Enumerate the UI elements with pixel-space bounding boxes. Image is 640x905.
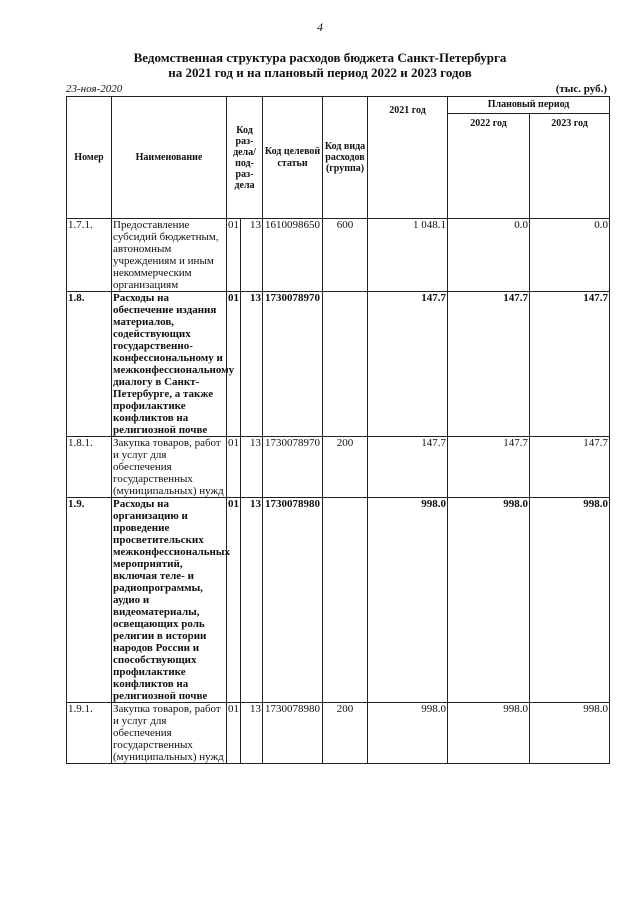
header-section: Код раз-дела/ под-раз-дела xyxy=(227,97,263,219)
header-number: Номер xyxy=(67,97,112,219)
header-name: Наименование xyxy=(112,97,227,219)
units-label: (тыс. руб.) xyxy=(555,83,607,95)
row-vr: 200 xyxy=(323,437,368,498)
row-csr: 1730078980 xyxy=(263,498,323,703)
row-section: 01 xyxy=(227,703,241,764)
header-2021: 2021 год xyxy=(368,97,448,219)
row-2022: 147.7 xyxy=(448,292,530,437)
row-section: 01 xyxy=(227,219,241,292)
row-name: Расходы на обеспечение издания материалов, содействующих государственно-конфессиональному и межконфессиональному диалогу в Санкт-Петербурге, а также профилактике конфликтов на религиозной почве xyxy=(113,292,235,436)
row-2021: 998.0 xyxy=(368,498,448,703)
row-2021: 147.7 xyxy=(368,292,448,437)
header-vr: Код вида расходов (группа) xyxy=(323,97,368,219)
row-2022: 998.0 xyxy=(448,703,530,764)
header-planned-period: Плановый период xyxy=(448,97,610,114)
row-csr: 1730078980 xyxy=(263,703,323,764)
row-name: Расходы на организацию и проведение просветительских межконфессиональных мероприятий, включая теле- и радиопрограммы, аудио и видеоматериалы, освещающих роль религии в истории народов России и способствующих профилактике конфликтов на религиозной почве xyxy=(113,498,230,702)
row-vr: 600 xyxy=(323,219,368,292)
row-name: Закупка товаров, работ и услуг для обеспечения государственных (муниципальных) нужд xyxy=(112,703,227,764)
row-section: 01 xyxy=(227,498,241,703)
budget-table xyxy=(66,96,610,764)
row-subsection: 13 xyxy=(241,219,263,292)
row-number: 1.9. xyxy=(67,498,112,703)
row-2021: 1 048.1 xyxy=(368,219,448,292)
row-section: 01 xyxy=(227,437,241,498)
row-2023: 998.0 xyxy=(530,498,610,703)
row-number: 1.9.1. xyxy=(67,703,112,764)
page-number: 4 xyxy=(317,20,323,34)
header-2022: 2022 год xyxy=(448,114,530,219)
title-line-1: Ведомственная структура расходов бюджета Санкт-Петербурга xyxy=(133,50,507,65)
row-2023: 0.0 xyxy=(530,219,610,292)
table-row xyxy=(67,292,610,437)
row-csr: 1730078970 xyxy=(263,292,323,437)
row-vr xyxy=(323,498,368,703)
header-2023: 2023 год xyxy=(530,114,610,219)
table-row xyxy=(67,219,610,292)
row-name: Закупка товаров, работ и услуг для обеспечения государственных (муниципальных) нужд xyxy=(112,437,227,498)
header-csr: Код целевой статьи xyxy=(263,97,323,219)
title-line-2: на 2021 год и на плановый период 2022 и 2023 годов xyxy=(168,65,472,80)
row-number: 1.8.1. xyxy=(67,437,112,498)
row-vr: 200 xyxy=(323,703,368,764)
row-name: Предоставление субсидий бюджетным, автономным учреждениям и иным некоммерческим организациям xyxy=(112,219,227,292)
row-2023: 147.7 xyxy=(530,292,610,437)
row-vr xyxy=(323,292,368,437)
row-2022: 998.0 xyxy=(448,498,530,703)
row-section: 01 xyxy=(227,292,241,437)
table-row xyxy=(67,703,610,764)
document-title xyxy=(0,50,640,80)
row-2022: 147.7 xyxy=(448,437,530,498)
row-2023: 998.0 xyxy=(530,703,610,764)
row-subsection: 13 xyxy=(241,292,263,437)
row-2021: 147.7 xyxy=(368,437,448,498)
document-date: 23-ноя-2020 xyxy=(66,83,123,95)
row-subsection: 13 xyxy=(241,498,263,703)
table-row xyxy=(67,437,610,498)
row-subsection: 13 xyxy=(241,437,263,498)
row-csr: 1730078970 xyxy=(263,437,323,498)
row-subsection: 13 xyxy=(241,703,263,764)
row-number: 1.7.1. xyxy=(67,219,112,292)
row-2021: 998.0 xyxy=(368,703,448,764)
row-number: 1.8. xyxy=(67,292,112,437)
table-row xyxy=(67,498,610,703)
row-2022: 0.0 xyxy=(448,219,530,292)
row-csr: 1610098650 xyxy=(263,219,323,292)
row-2023: 147.7 xyxy=(530,437,610,498)
